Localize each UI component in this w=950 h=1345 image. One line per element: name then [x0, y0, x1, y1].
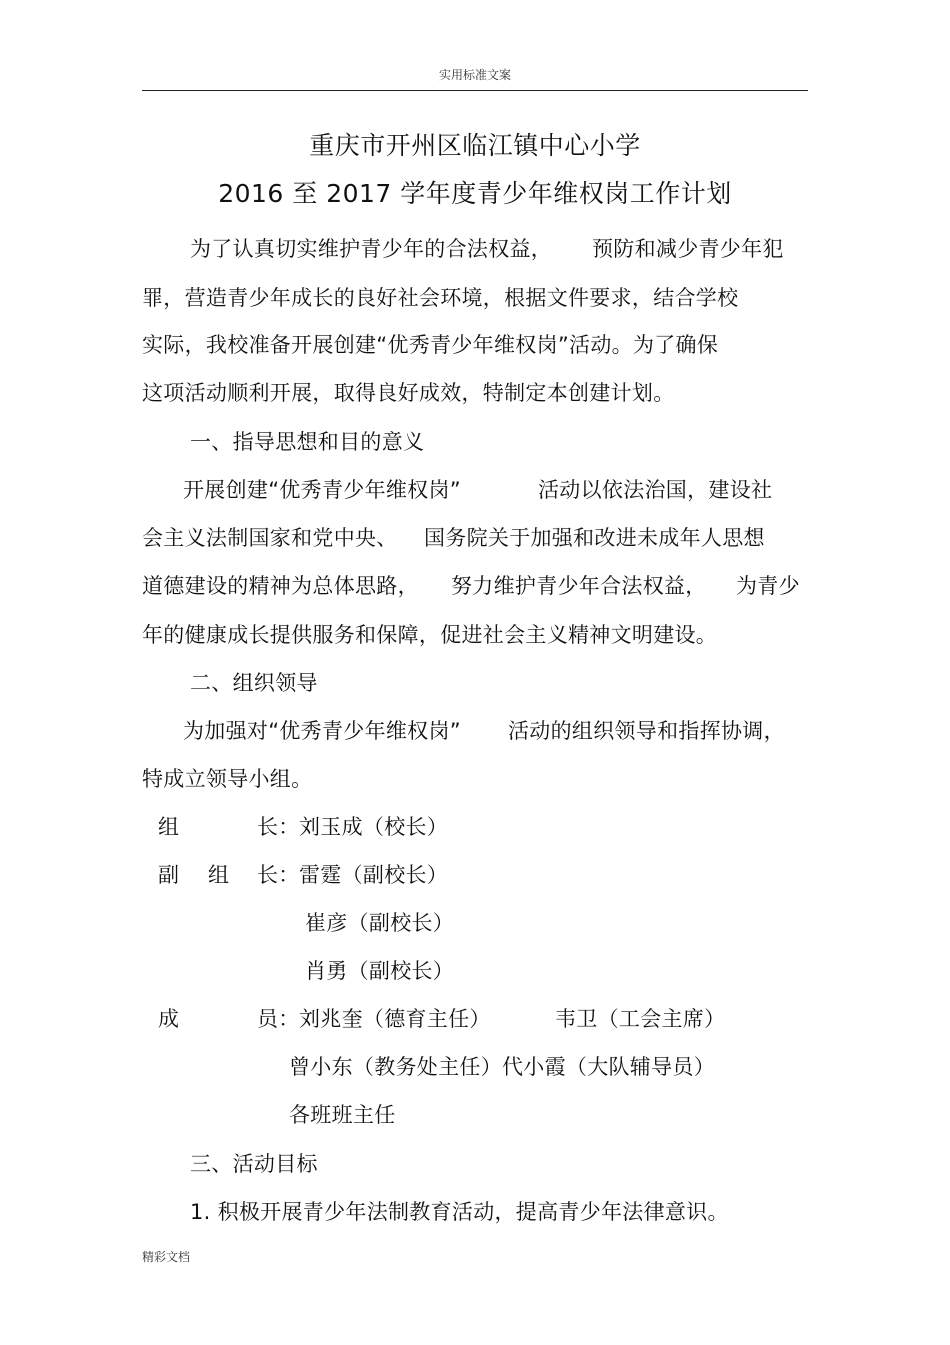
intro-line-4: 这项活动顺利开展，取得良好成效，特制定本创建计划。 [142, 381, 675, 405]
section-1-line-2b: 国务院关于加强和改进未成年人思想 [424, 526, 765, 550]
deputy-3: 肖勇（副校长） [305, 959, 455, 983]
intro-line-1b: 预防和减少青少年犯 [592, 237, 784, 261]
section-1-line-3c: 为青少 [736, 574, 800, 598]
deputy-label-part-2: 组 [208, 863, 230, 887]
section-1-line-3a: 道德建设的精神为总体思路， [142, 574, 419, 598]
section-2-line-2: 特成立领导小组。 [142, 767, 313, 791]
member-1: 刘兆奎（德育主任） [299, 1007, 491, 1031]
member-label-part-2: 员： [257, 1007, 300, 1031]
header-divider [142, 90, 808, 91]
page-footer: 精彩文档 [142, 1250, 191, 1264]
deputy-label-part-3: 长： [257, 863, 300, 887]
section-1-line-2a: 会主义法制国家和党中央、 [142, 526, 398, 550]
section-3-item-1: 1. 积极开展青少年法制教育活动，提高青少年法律意识。 [190, 1200, 729, 1224]
deputy-1: 雷霆（副校长） [299, 863, 449, 887]
member-2: 韦卫（工会主席） [555, 1007, 726, 1031]
intro-line-2: 罪，营造青少年成长的良好社会环境，根据文件要求，结合学校 [142, 286, 739, 310]
document-title-line-2: 2016 至 2017 学年度青少年维权岗工作计划 [218, 179, 732, 208]
page-header: 实用标准文案 [438, 68, 511, 82]
deputy-2: 崔彦（副校长） [305, 911, 455, 935]
member-4: 各班班主任 [289, 1103, 396, 1127]
section-1-line-3b: 努力维护青少年合法权益， [451, 574, 707, 598]
section-1-line-4: 年的健康成长提供服务和保障，促进社会主义精神文明建设。 [142, 623, 718, 647]
document-title-line-1: 重庆市开州区临江镇中心小学 [309, 131, 641, 160]
section-2-line-1b: 活动的组织领导和指挥协调， [508, 719, 785, 743]
deputy-label-part-1: 副 [158, 863, 180, 887]
leader-label-part-2: 长： [257, 815, 300, 839]
section-2-line-1a: 为加强对“优秀青少年维权岗” [183, 719, 461, 743]
intro-line-1a: 为了认真切实维护青少年的合法权益， [190, 237, 553, 261]
intro-line-3: 实际，我校准备开展创建“优秀青少年维权岗”活动。为了确保 [142, 333, 719, 357]
member-label-part-1: 成 [158, 1007, 180, 1031]
section-3-heading: 三、活动目标 [190, 1152, 318, 1176]
section-1-line-1b: 活动以依法治国，建设社 [538, 478, 773, 502]
leader-label-part-1: 组 [158, 815, 180, 839]
leader-value: 刘玉成（校长） [299, 815, 449, 839]
section-2-heading: 二、组织领导 [190, 671, 318, 695]
section-1-heading: 一、指导思想和目的意义 [190, 430, 425, 454]
member-3: 曾小东（教务处主任）代小霞（大队辅导员） [289, 1055, 715, 1079]
section-1-line-1a: 开展创建“优秀青少年维权岗” [183, 478, 461, 502]
